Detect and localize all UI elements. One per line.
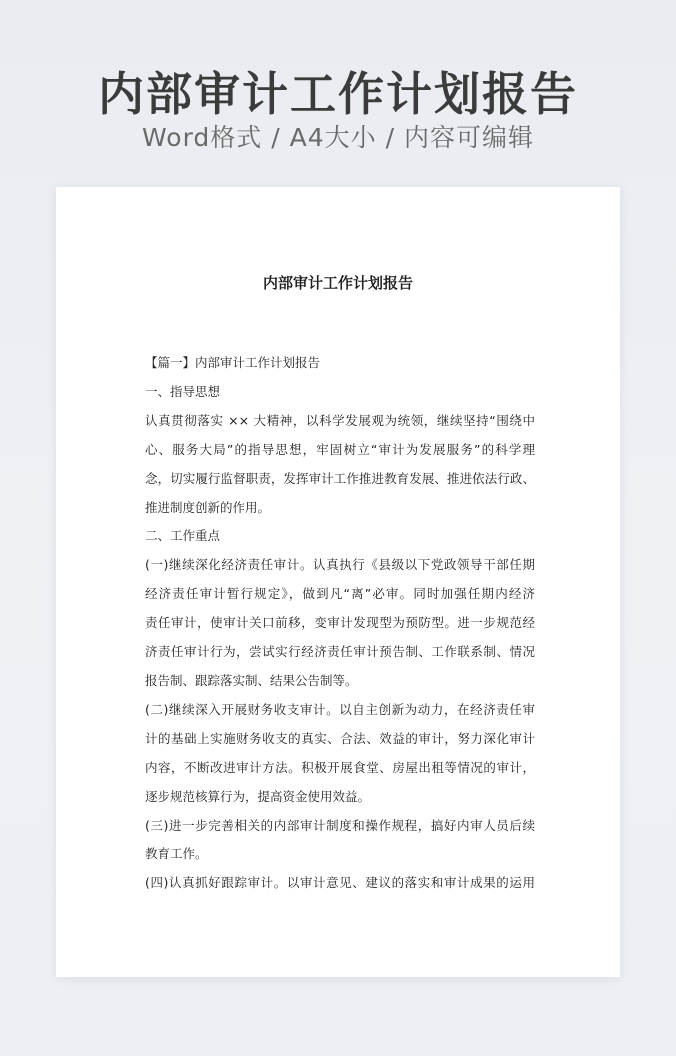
paragraph-line: 内容，不断改进审计方法。积极开展食堂、房屋出租等情况的审计， bbox=[145, 759, 535, 775]
paragraph-line: 责任审计，使审计关口前移，变审计发现型为预防型。进一步规范经 bbox=[145, 615, 535, 631]
banner-title: 内部审计工作计划报告 bbox=[98, 67, 578, 121]
paragraph-line: 济责任审计行为，尝试实行经济责任审计预告制、工作联系制、情况 bbox=[145, 644, 535, 660]
document-body bbox=[145, 349, 535, 898]
paragraph-line: 报告制、跟踪落实制、结果公告制等。 bbox=[145, 672, 358, 688]
paragraph-line: 教育工作。 bbox=[145, 846, 208, 862]
paragraph-line: 认真贯彻落实 ×× 大精神，以科学发展观为统领，继续坚持“围绕中 bbox=[145, 412, 535, 428]
banner-subtitle: Word格式 / A4大小 / 内容可编辑 bbox=[142, 123, 534, 152]
section-heading: 【篇一】内部审计工作计划报告 bbox=[145, 355, 321, 370]
paragraph-line: (四)认真抓好跟踪审计。以审计意见、建议的落实和审计成果的运用 bbox=[145, 875, 535, 891]
paragraph-line: 念，切实履行监督职责，发挥审计工作推进教育发展、推进依法行政、 bbox=[145, 470, 535, 486]
paragraph-line: 计的基础上实施财务收支的真实、合法、效益的审计，努力深化审计 bbox=[145, 730, 535, 746]
document-page bbox=[56, 187, 620, 977]
subheading: 一、指导思想 bbox=[145, 383, 221, 399]
paragraph-line: (三)进一步完善相关的内部审计制度和操作规程，搞好内审人员后续 bbox=[145, 817, 535, 833]
subheading: 二、工作重点 bbox=[145, 528, 221, 544]
paragraph-line: 心、服务大局”的指导思想，牢固树立“审计为发展服务”的科学理 bbox=[145, 441, 535, 457]
paragraph-line: 经济责任审计暂行规定》，做到凡“离”必审。同时加强任期内经济 bbox=[145, 586, 535, 602]
paragraph-line: 逐步规范核算行为，提高资金使用效益。 bbox=[145, 788, 371, 804]
paragraph-line: (一)继续深化经济责任审计。认真执行《县级以下党政领导干部任期 bbox=[145, 557, 535, 573]
document-title: 内部审计工作计划报告 bbox=[262, 274, 413, 292]
paragraph-line: 推进制度创新的作用。 bbox=[145, 499, 271, 515]
paragraph-line: (二)继续深入开展财务收支审计。以自主创新为动力，在经济责任审 bbox=[145, 701, 535, 717]
